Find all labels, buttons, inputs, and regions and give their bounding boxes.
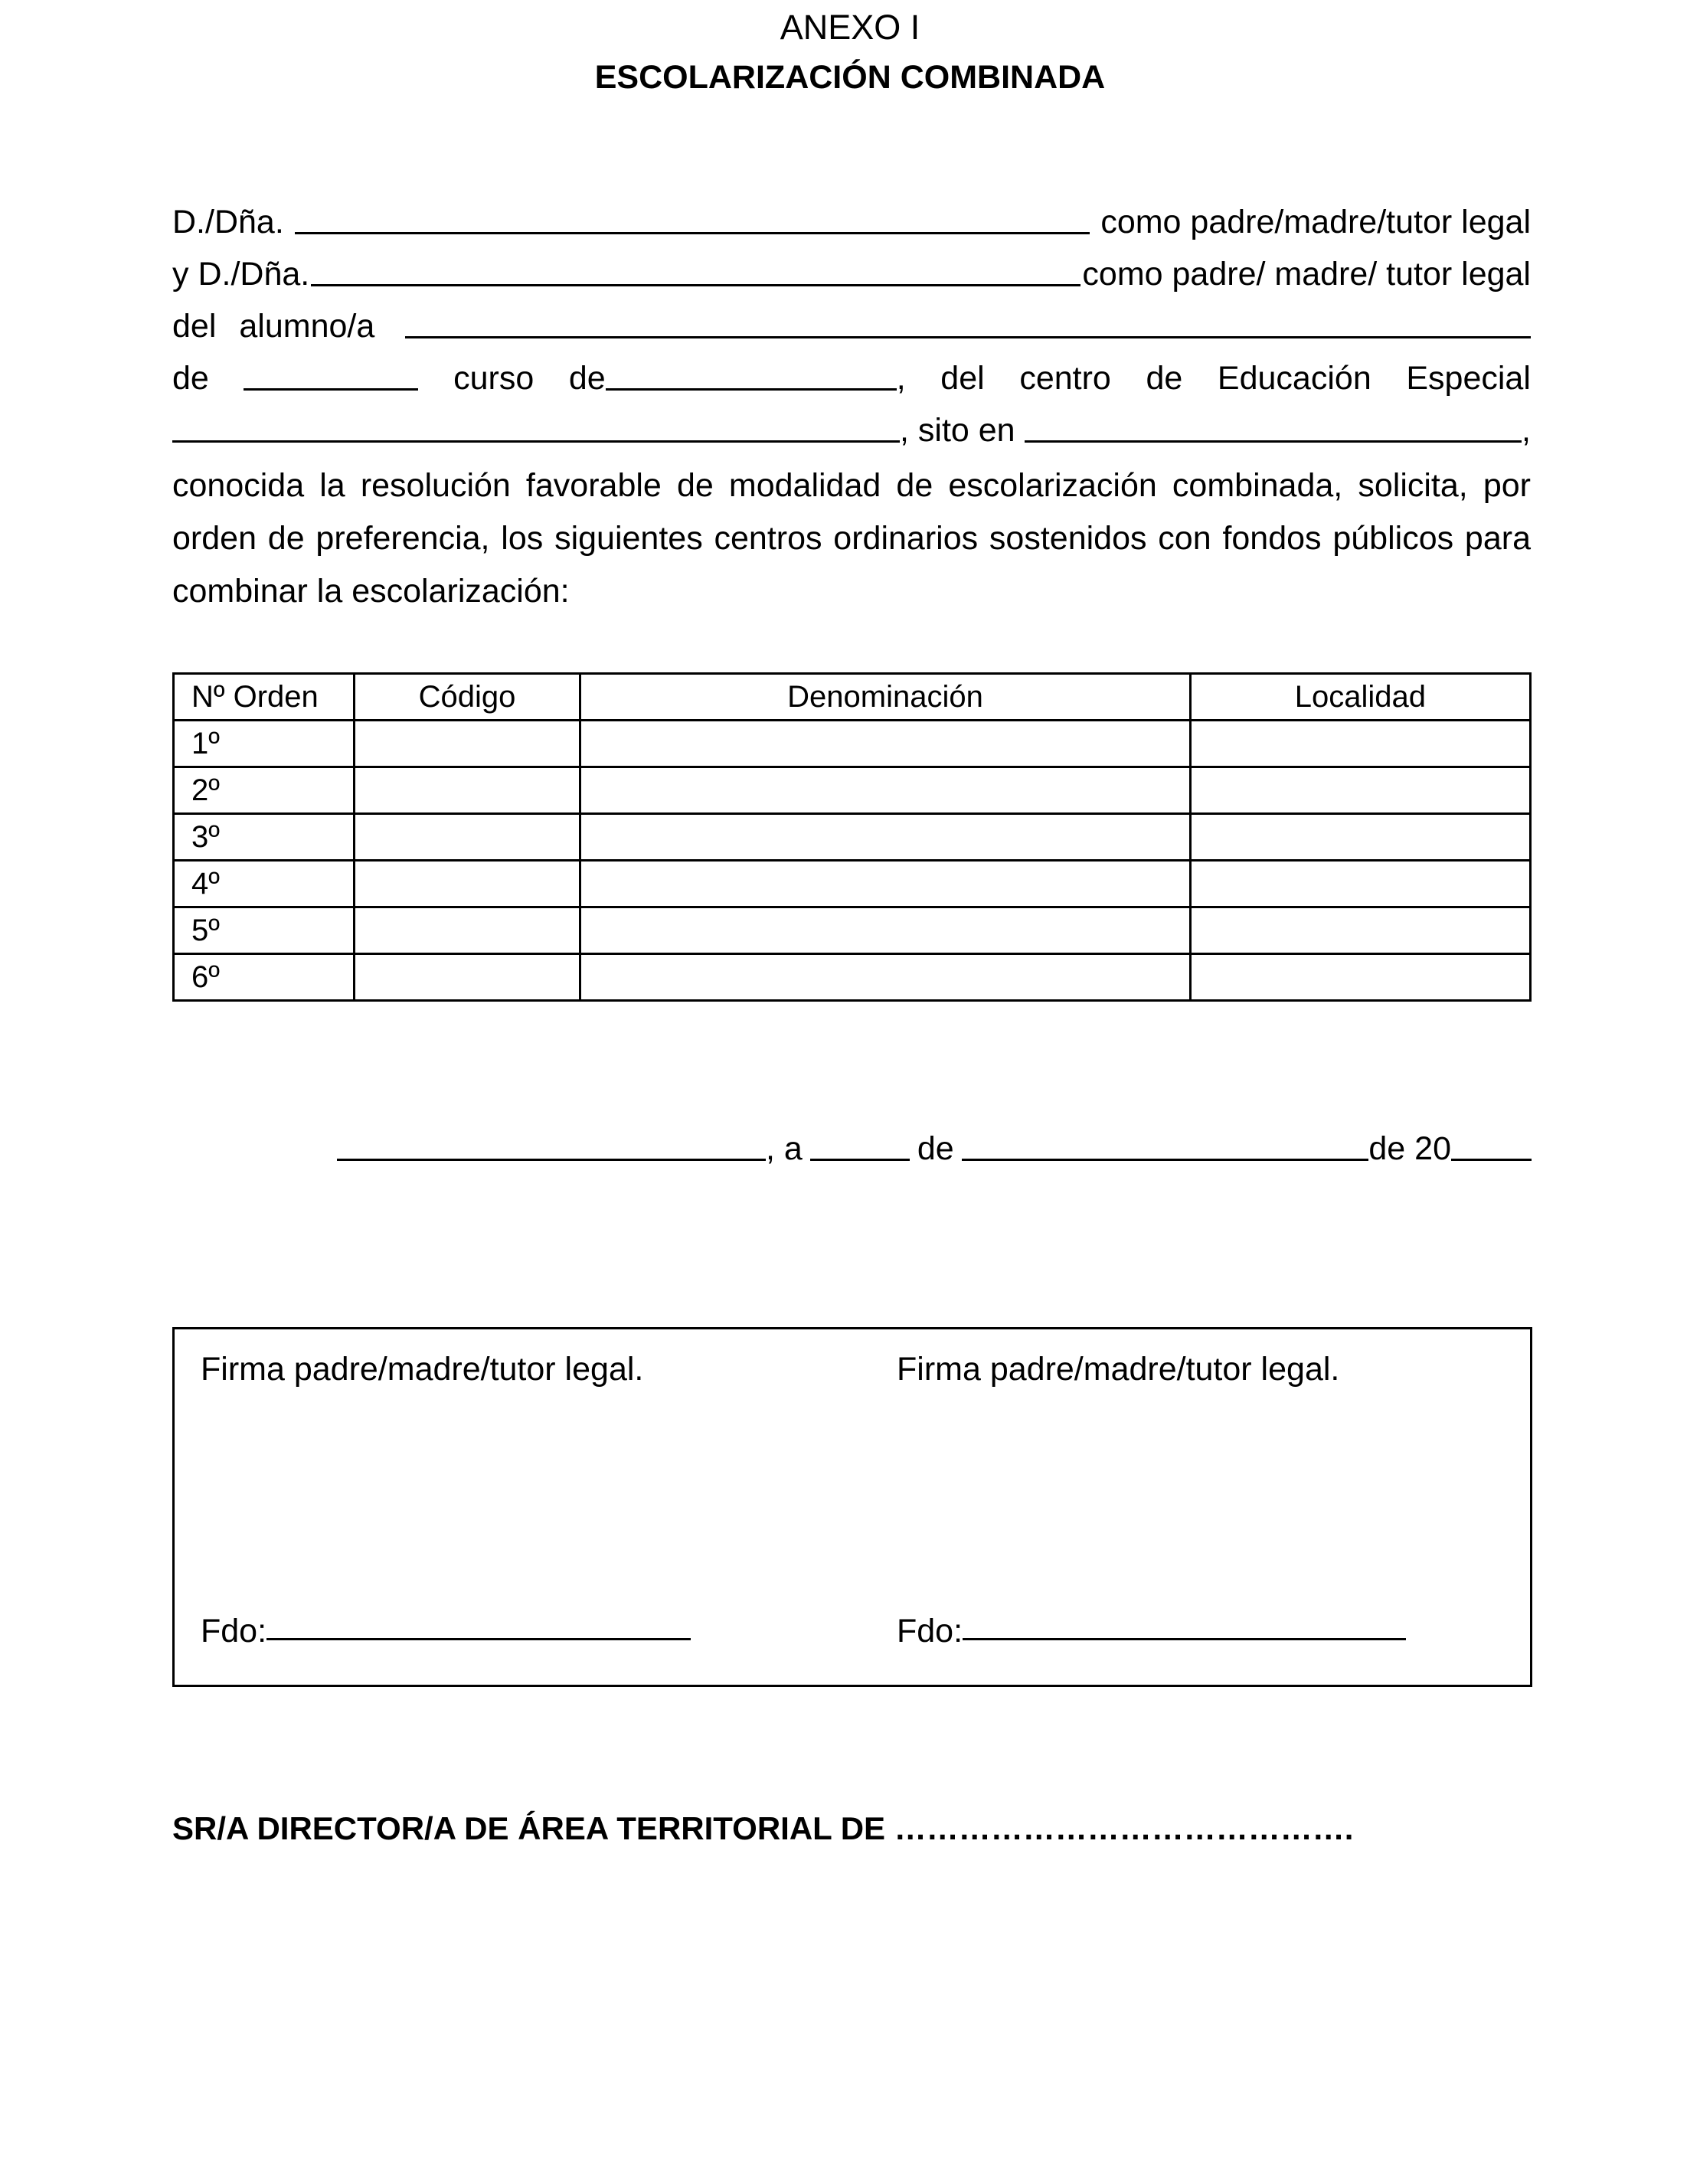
student-line <box>172 300 1531 352</box>
row-order: 4º <box>174 861 355 907</box>
codigo-cell[interactable] <box>354 861 580 907</box>
year-prefix: de 20 <box>1368 1130 1451 1167</box>
year-field[interactable] <box>1451 1158 1532 1161</box>
row-order: 3º <box>174 814 355 861</box>
parent2-prefix: y D./Dña. <box>172 256 310 293</box>
parent1-name-field[interactable] <box>295 231 1090 234</box>
parent1-prefix: D./Dña. <box>172 204 284 240</box>
parent1-role: como padre/madre/tutor legal <box>1100 204 1531 240</box>
request-paragraph: conocida la resolución favorable de modalidad de escolarización combinada, solicita, por orden de preferencia, los siguientes centros ordinarios sostenidos con fondos públicos para combinar la escolarización: <box>172 467 1531 610</box>
right-signature-label: Firma padre/madre/tutor legal. <box>897 1351 1340 1388</box>
course-de-label: de <box>172 360 209 397</box>
row-order: 1º <box>174 721 355 767</box>
parent2-line <box>172 248 1531 300</box>
school-line <box>172 404 1531 456</box>
course-de2-label: de <box>568 360 606 397</box>
course-name-field[interactable] <box>606 387 897 391</box>
table-row <box>174 954 1531 1001</box>
course-label: curso <box>453 360 535 397</box>
course-line <box>172 352 1531 404</box>
day-field[interactable] <box>810 1158 910 1161</box>
denominacion-cell[interactable] <box>580 767 1190 814</box>
course-name-group <box>569 352 906 404</box>
school-name-field[interactable] <box>172 440 900 443</box>
localidad-cell[interactable] <box>1190 954 1530 1001</box>
student-label: alumno/a <box>239 308 375 345</box>
table-row <box>174 767 1531 814</box>
parent2-name-field[interactable] <box>311 283 1080 286</box>
row-order: 6º <box>174 954 355 1001</box>
left-signer-field[interactable] <box>266 1637 691 1640</box>
place-date-line <box>337 1123 1532 1175</box>
localidad-cell[interactable] <box>1190 767 1530 814</box>
school-sito-label: , sito en <box>900 412 1015 449</box>
month-field[interactable] <box>962 1158 1369 1161</box>
school-line-end: , <box>1522 412 1531 449</box>
student-name-field[interactable] <box>405 335 1531 338</box>
left-fdo-line <box>201 1608 691 1654</box>
course-comma: , <box>896 360 906 397</box>
codigo-cell[interactable] <box>354 721 580 767</box>
signature-box <box>172 1327 1532 1687</box>
localidad-cell[interactable] <box>1190 861 1530 907</box>
codigo-cell[interactable] <box>354 814 580 861</box>
course-educacion-label: Educación <box>1217 360 1371 397</box>
course-de3-label: de <box>1146 360 1183 397</box>
student-label-del: del <box>172 308 217 345</box>
document-title: ESCOLARIZACIÓN COMBINADA <box>594 59 1106 96</box>
course-level-field[interactable] <box>244 387 418 391</box>
table-row <box>174 721 1531 767</box>
table-row <box>174 861 1531 907</box>
right-fdo-label: Fdo: <box>897 1613 963 1649</box>
header-localidad: Localidad <box>1190 674 1530 721</box>
date-a-label: , a <box>766 1130 803 1167</box>
table-row <box>174 814 1531 861</box>
course-especial-label: Especial <box>1406 360 1531 397</box>
denominacion-cell[interactable] <box>580 721 1190 767</box>
header-denominacion: Denominación <box>580 674 1190 721</box>
table-header-row <box>174 674 1531 721</box>
parent1-line <box>172 196 1531 248</box>
codigo-cell[interactable] <box>354 767 580 814</box>
denominacion-cell[interactable] <box>580 814 1190 861</box>
denominacion-cell[interactable] <box>580 954 1190 1001</box>
header-codigo: Código <box>354 674 580 721</box>
codigo-cell[interactable] <box>354 907 580 954</box>
right-fdo-line <box>897 1608 1406 1654</box>
localidad-cell[interactable] <box>1190 907 1530 954</box>
course-centro-label: centro <box>1019 360 1111 397</box>
table-row <box>174 907 1531 954</box>
left-signature-label: Firma padre/madre/tutor legal. <box>201 1351 644 1388</box>
denominacion-cell[interactable] <box>580 907 1190 954</box>
right-signer-field[interactable] <box>963 1637 1406 1640</box>
left-fdo-label: Fdo: <box>201 1613 267 1649</box>
place-field[interactable] <box>337 1158 766 1161</box>
parent2-role: como padre/ madre/ tutor legal <box>1082 256 1531 293</box>
schools-table <box>172 672 1532 1002</box>
annex-title: ANEXO I <box>780 8 920 47</box>
row-order: 2º <box>174 767 355 814</box>
course-del-label: del <box>940 360 985 397</box>
localidad-cell[interactable] <box>1190 721 1530 767</box>
row-order: 5º <box>174 907 355 954</box>
codigo-cell[interactable] <box>354 954 580 1001</box>
school-location-field[interactable] <box>1025 440 1522 443</box>
localidad-cell[interactable] <box>1190 814 1530 861</box>
header-orden: Nº Orden <box>174 674 355 721</box>
date-de-label: de <box>917 1130 954 1167</box>
denominacion-cell[interactable] <box>580 861 1190 907</box>
addressee: SR/A DIRECTOR/A DE ÁREA TERRITORIAL DE ……………………………………. <box>172 1810 1354 1846</box>
